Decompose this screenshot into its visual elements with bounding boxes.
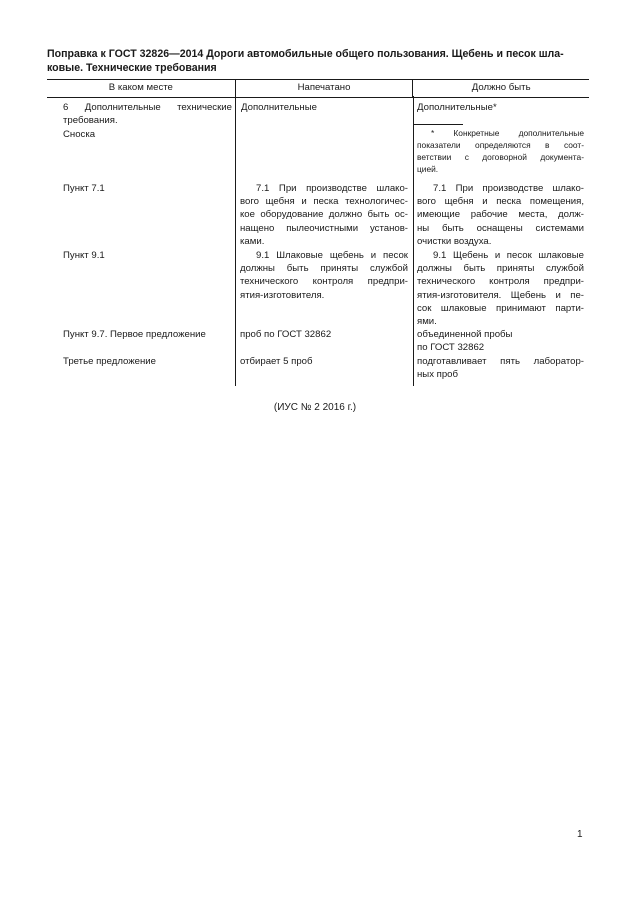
footnote-rule [413,124,463,125]
row3-where: Пункт 7.1 [63,183,105,194]
column-divider-2 [413,96,414,386]
row4-where: Пункт 9.1 [63,250,105,261]
table-header [47,79,589,98]
header-printed: Напечатано [235,80,413,97]
header-where: В каком месте [108,82,173,93]
row3-printed: 7.1 При производстве шлако- вого щебня и песка технологичес- кое оборудование должно быть ос- нащено пылеочистными установ- ками. [240,183,408,247]
row2-where: Сноска [63,129,96,140]
document-title [47,48,587,75]
row4-should-be: 9.1 Щебень и песок шлаковые должны быть приняты службой технического контроля предпри- ятия-изготовителя. Щебень и пе- сок шлаковые принимают парти- ями. [417,250,584,328]
row2-footnote: * Конкретные дополнительные показатели определяются в соот- ветствии с договорной документа- цией. [417,128,584,174]
row1-where: 6 Дополнительные технические требования. [63,102,232,127]
title-line-1: Поправка к ГОСТ 32826—2014 Дороги автомобильные общего пользования. Щебень и песок шла- [47,48,564,60]
issue-reference: (ИУС № 2 2016 г.) [273,402,357,413]
row1-should-be: Дополнительные* [417,102,497,113]
page-number: 1 [577,829,583,840]
row5-where: Пункт 9.7. Первое предложение [63,329,206,340]
row5-printed: проб по ГОСТ 32862 [240,329,332,340]
row6-should-be: подготавливает пять лаборатор- ных проб [417,356,584,381]
row4-printed: 9.1 Шлаковые щебень и песок должны быть приняты службой технического контроля предпри- ятия-изготовителя. [240,250,408,301]
row3-should-be: 7.1 При производстве шлако- вого щебня и песка помещения, имеющие рабочие места, долж- ны быть оснащены системами очистки воздуха. [417,183,584,247]
title-line-2: ковые. Технические требования [47,61,217,74]
row6-printed: отбирает 5 проб [240,356,313,367]
row1-printed: Дополнительные [241,102,317,113]
row6-where: Третье предложение [63,356,156,367]
column-divider-1 [235,96,236,386]
row5-should-be: объединенной пробы по ГОСТ 32862 [417,329,513,354]
header-should-be: Должно быть [412,80,589,97]
